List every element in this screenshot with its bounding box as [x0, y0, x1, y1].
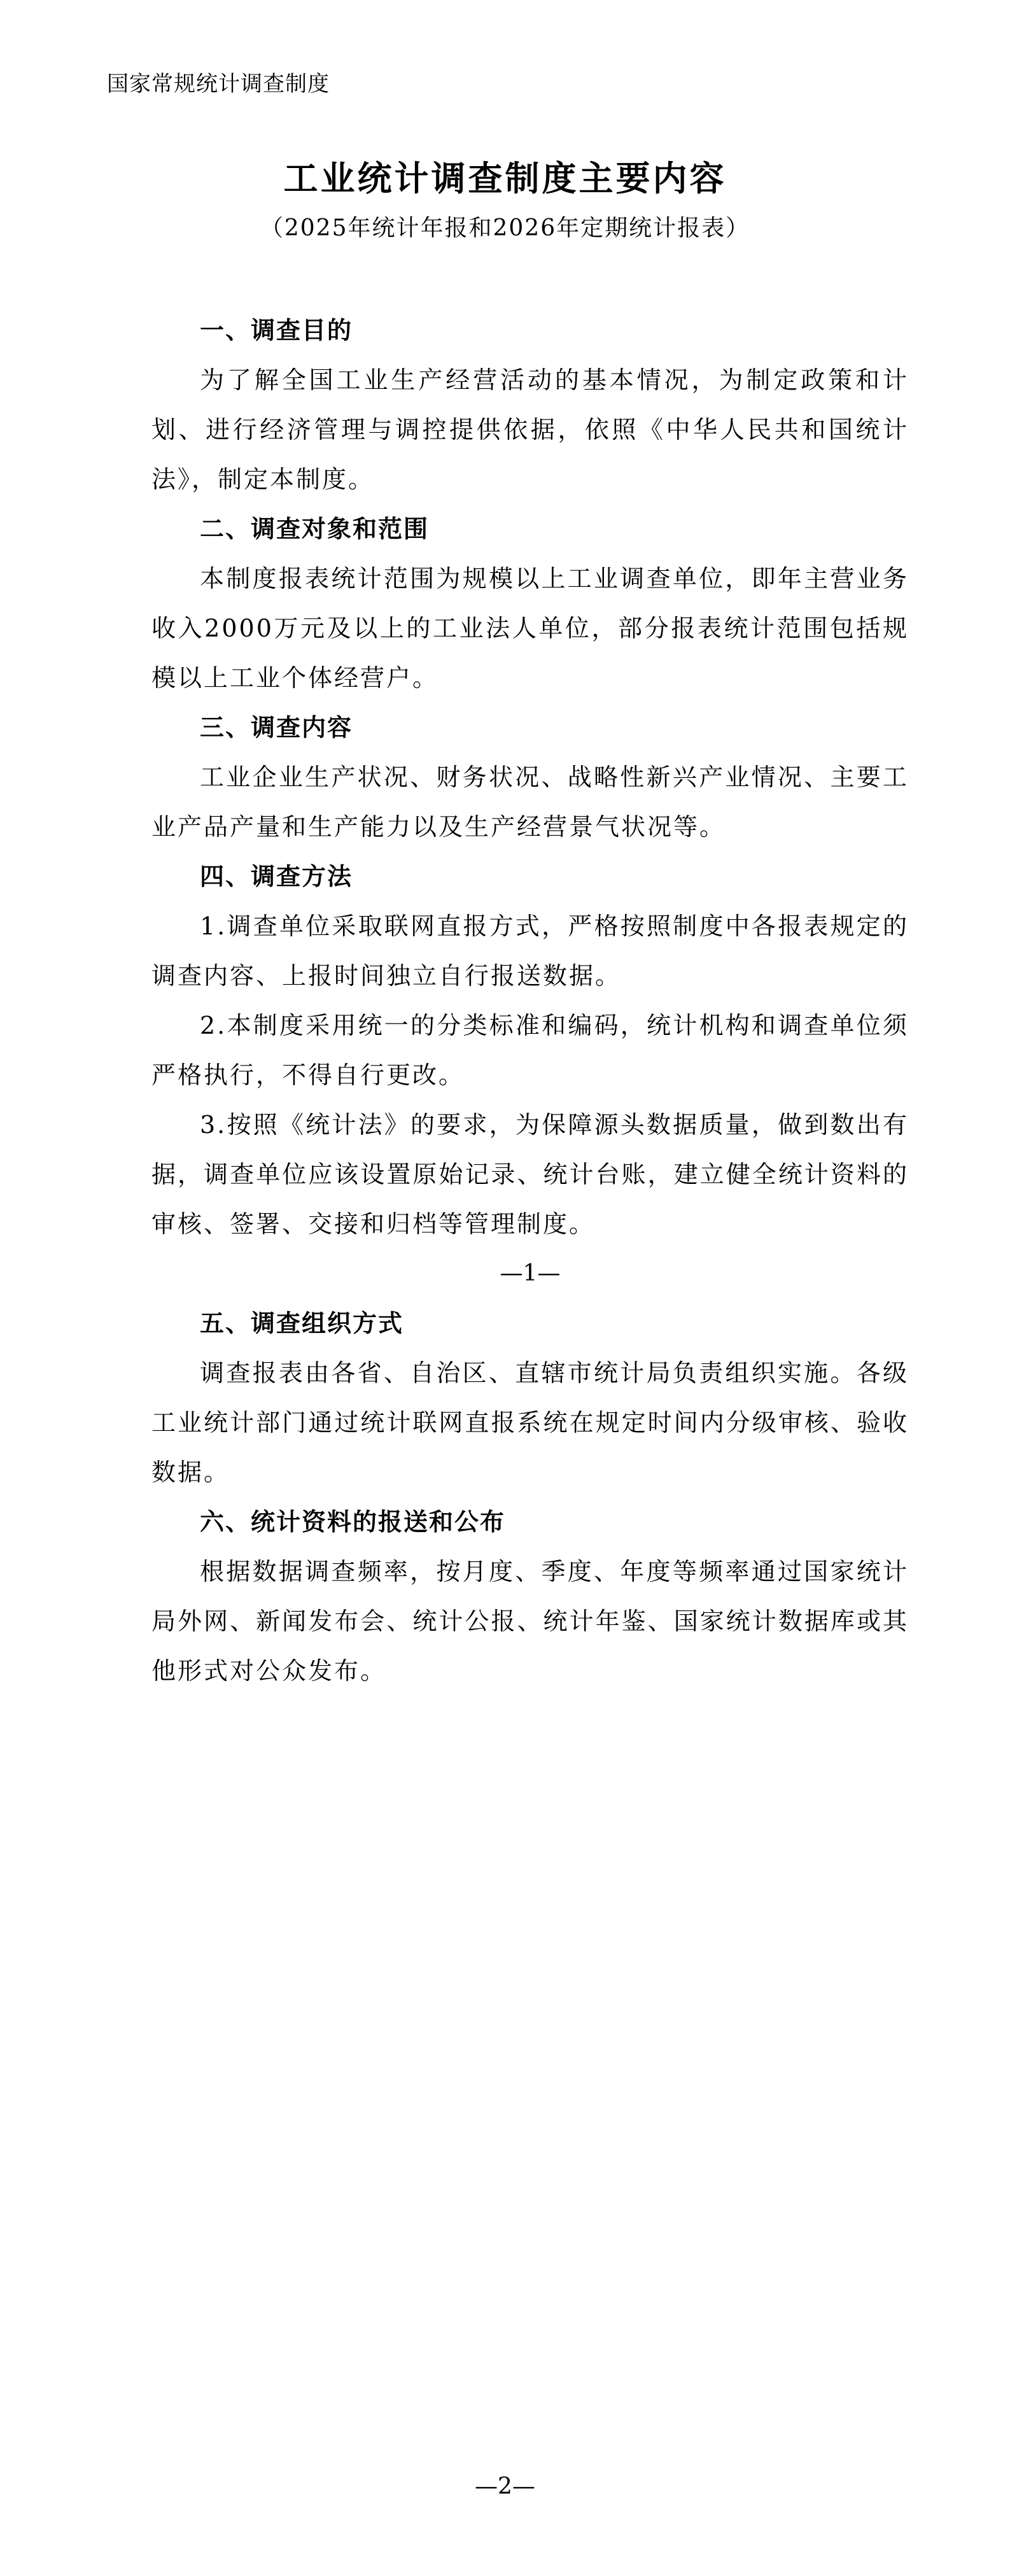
- section-method: [151, 852, 909, 1249]
- document-body: [151, 306, 909, 1696]
- section-paragraph: 调查报表由各省、自治区、直辖市统计局负责组织实施。各级工业统计部门通过统计联网直报系统在规定时间内分级审核、验收数据。: [151, 1359, 909, 1486]
- document-header: 国家常规统计调查制度: [107, 71, 330, 97]
- document-title: 工业统计调查制度主要内容: [283, 158, 727, 199]
- section-heading: 一、调查目的: [200, 316, 353, 344]
- page-number: —2—: [475, 2474, 535, 2500]
- document-subtitle: （2025年统计年报和2026年定期统计报表）: [260, 215, 750, 241]
- section-paragraph: 本制度报表统计范围为规模以上工业调查单位，即年主营业务收入2000万元及以上的工业法人单位，部分报表统计范围包括规模以上工业个体经营户。: [151, 565, 909, 692]
- section-publication: [151, 1497, 909, 1696]
- section-paragraph: 2.本制度采用统一的分类标准和编码，统计机构和调查单位须严格执行，不得自行更改。: [151, 1011, 909, 1089]
- section-paragraph: 为了解全国工业生产经营活动的基本情况，为制定政策和计划、进行经济管理与调控提供依据，依照《中华人民共和国统计法》，制定本制度。: [151, 366, 909, 493]
- section-organization: [151, 1299, 909, 1497]
- section-paragraph: 1.调查单位采取联网直报方式，严格按照制度中各报表规定的调查内容、上报时间独立自行报送数据。: [151, 912, 909, 990]
- section-heading: 三、调查内容: [200, 714, 353, 742]
- section-heading: 五、调查组织方式: [200, 1309, 404, 1337]
- section-paragraph: 3.按照《统计法》的要求，为保障源头数据质量，做到数出有据，调查单位应该设置原始记录、统计台账，建立健全统计资料的审核、签署、交接和归档等管理制度。: [151, 1111, 909, 1238]
- section-heading: 四、调查方法: [200, 862, 353, 890]
- section-heading: 六、统计资料的报送和公布: [200, 1508, 506, 1536]
- section-paragraph: 工业企业生产状况、财务状况、战略性新兴产业情况、主要工业产品产量和生产能力以及生产经营景气状况等。: [151, 763, 909, 841]
- section-heading: 二、调查对象和范围: [200, 515, 430, 543]
- page-number: —1—: [500, 1260, 561, 1286]
- section-paragraph: 根据数据调查频率，按月度、季度、年度等频率通过国家统计局外网、新闻发布会、统计公报、统计年鉴、国家统计数据库或其他形式对公众发布。: [151, 1558, 909, 1685]
- section-content: [151, 703, 909, 852]
- section-scope: [151, 504, 909, 703]
- section-purpose: [151, 306, 909, 504]
